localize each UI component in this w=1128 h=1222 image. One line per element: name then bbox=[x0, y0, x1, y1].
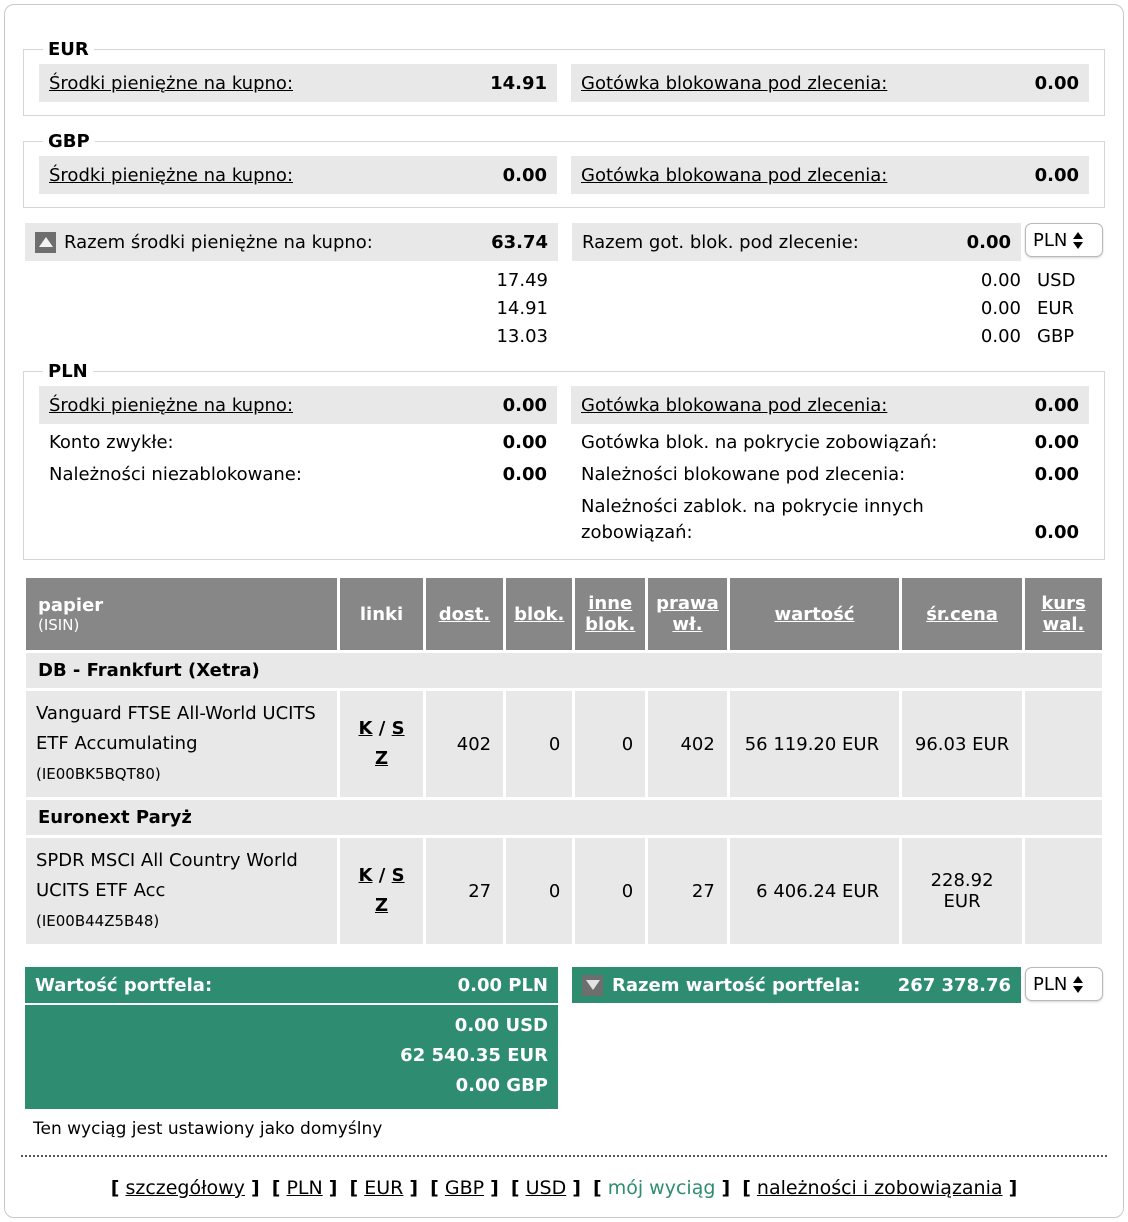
portfolio-value-pln: 0.00 PLN bbox=[457, 974, 548, 996]
col-linki: linki bbox=[340, 578, 423, 650]
total-cash-bar bbox=[25, 223, 558, 261]
portfolio-value-bar bbox=[25, 967, 558, 1003]
eur-blocked-bar bbox=[571, 64, 1089, 102]
col-prawa-wl: prawa wł. bbox=[648, 578, 727, 650]
col-wartosc: wartość bbox=[730, 578, 899, 650]
pln-detail-row: Należności blokowane pod zlecenia: 0.00 bbox=[581, 464, 1079, 485]
cell-blok: 0 bbox=[506, 691, 572, 797]
total-cash-label: Razem środki pieniężne na kupno: bbox=[64, 231, 373, 253]
order-link[interactable]: Z bbox=[375, 895, 389, 916]
gbp-cash-link[interactable]: Środki pieniężne na kupno: bbox=[49, 164, 294, 186]
col-blok: blok. bbox=[506, 578, 572, 650]
col-inne-blok: inne blok. bbox=[575, 578, 645, 650]
gbp-blocked-value: 0.00 bbox=[1034, 164, 1079, 186]
footer-links: [ szczegółowy ] [ PLN ] [ EUR ] [ GBP ] [ USD ] [ mój wyciąg ] [ należności i zobowiązania ] bbox=[110, 1177, 1018, 1199]
portfolio-value-breakdown bbox=[25, 1005, 558, 1109]
table-row bbox=[26, 691, 1102, 797]
footer-link-naleznosci[interactable]: należności i zobowiązania bbox=[756, 1177, 1003, 1199]
pln-detail-row: Gotówka blok. na pokrycie zobowiązań: 0.00 bbox=[581, 432, 1079, 453]
cell-prawa-wl: 27 bbox=[648, 838, 727, 944]
pln-blocked-link[interactable]: Gotówka blokowana pod zlecenia: bbox=[581, 394, 888, 416]
gbp-cash-bar bbox=[39, 156, 557, 194]
collapse-down-icon[interactable] bbox=[582, 975, 603, 996]
eur-cash-link[interactable]: Środki pieniężne na kupno: bbox=[49, 72, 294, 94]
sell-link[interactable]: S bbox=[391, 718, 405, 739]
breakdown-line: 17.49 bbox=[496, 270, 548, 291]
col-dost: dost. bbox=[426, 578, 503, 650]
col-papier: papier (ISIN) bbox=[26, 578, 337, 650]
cell-wartosc: 6 406.24 EUR bbox=[730, 838, 899, 944]
total-cash-value: 63.74 bbox=[491, 231, 548, 253]
order-link[interactable]: Z bbox=[375, 748, 389, 769]
totals-row bbox=[25, 223, 1103, 351]
pln-detail-row: Należności niezablokowane: 0.00 bbox=[49, 464, 547, 485]
portfolio-value-label: Wartość portfela: bbox=[35, 974, 213, 996]
order-links: K / S Z bbox=[340, 691, 423, 797]
pln-detail-row: Należności zablok. na pokrycie innych zobowiązań: 0.00 bbox=[581, 496, 1079, 543]
total-cash-breakdown bbox=[25, 261, 558, 351]
total-portfolio-bar bbox=[572, 967, 1021, 1003]
pln-detail-row: Konto zwykłe: 0.00 bbox=[49, 432, 547, 453]
gbp-blocked-link[interactable]: Gotówka blokowana pod zlecenia: bbox=[581, 164, 888, 186]
footer-link-szczegolowy[interactable]: szczegółowy bbox=[125, 1177, 245, 1199]
total-portfolio-value: 267 378.76 bbox=[897, 974, 1011, 996]
buy-link[interactable]: K bbox=[358, 865, 373, 886]
eur-cash-value: 14.91 bbox=[490, 72, 547, 94]
footer-link-gbp[interactable]: GBP bbox=[444, 1177, 485, 1199]
total-portfolio-label: Razem wartość portfela: bbox=[612, 974, 861, 996]
eur-cash-bar bbox=[39, 64, 557, 102]
security-name: Vanguard FTSE All-World UCITS ETF Accumulating (IE00BK5BQT80) bbox=[26, 691, 337, 797]
cell-wartosc: 56 119.20 EUR bbox=[730, 691, 899, 797]
breakdown-line: 13.03 bbox=[496, 326, 548, 347]
gbp-cash-value: 0.00 bbox=[502, 164, 547, 186]
footer-link-pln[interactable]: PLN bbox=[286, 1177, 323, 1199]
footer-link-usd[interactable]: USD bbox=[525, 1177, 567, 1199]
total-blocked-bar bbox=[572, 223, 1021, 261]
table-row bbox=[26, 838, 1102, 944]
pln-cash-value: 0.00 bbox=[502, 394, 547, 416]
pln-blocked-bar bbox=[571, 386, 1089, 424]
portfolio-value-row bbox=[25, 967, 1103, 1139]
cell-kurs-wal bbox=[1025, 691, 1102, 797]
gbp-section bbox=[23, 131, 1105, 208]
order-links: K / S Z bbox=[340, 838, 423, 944]
pln-section-legend: PLN bbox=[48, 361, 88, 382]
pln-blocked-value: 0.00 bbox=[1034, 394, 1079, 416]
cell-kurs-wal bbox=[1025, 838, 1102, 944]
footer-link-moj-wyciag[interactable]: mój wyciąg bbox=[607, 1177, 716, 1199]
currency-select-bottom[interactable]: PLN bbox=[1025, 967, 1103, 1001]
market-group-row: DB - Frankfurt (Xetra) bbox=[26, 653, 1102, 688]
footer-link-eur[interactable]: EUR bbox=[364, 1177, 404, 1199]
cell-inne-blok: 0 bbox=[575, 838, 645, 944]
default-statement-note: Ten wyciąg jest ustawiony jako domyślny bbox=[33, 1119, 383, 1139]
holdings-table bbox=[23, 575, 1105, 947]
pln-cash-link[interactable]: Środki pieniężne na kupno: bbox=[49, 394, 294, 416]
buy-link[interactable]: K bbox=[358, 718, 373, 739]
eur-blocked-value: 0.00 bbox=[1034, 72, 1079, 94]
statement-page bbox=[4, 4, 1124, 1218]
total-blocked-label: Razem got. blok. pod zlecenie: bbox=[582, 231, 859, 253]
breakdown-line: 0.00 USD bbox=[454, 1015, 548, 1036]
cell-inne-blok: 0 bbox=[575, 691, 645, 797]
breakdown-line: 62 540.35 EUR bbox=[400, 1045, 548, 1066]
total-blocked-value: 0.00 bbox=[966, 231, 1011, 253]
sell-link[interactable]: S bbox=[391, 865, 405, 886]
pln-section bbox=[23, 361, 1105, 560]
gbp-blocked-bar bbox=[571, 156, 1089, 194]
divider bbox=[21, 1155, 1107, 1157]
gbp-section-legend: GBP bbox=[48, 131, 90, 152]
cell-prawa-wl: 402 bbox=[648, 691, 727, 797]
cell-sr-cena: 96.03 EUR bbox=[902, 691, 1022, 797]
breakdown-line: 0.00 GBP bbox=[455, 1075, 548, 1096]
col-sr-cena: śr.cena bbox=[902, 578, 1022, 650]
collapse-up-icon[interactable] bbox=[35, 232, 56, 253]
select-arrows-icon bbox=[1073, 976, 1083, 993]
blocked-breakdown-row: 0.00 USD bbox=[980, 270, 1076, 291]
cell-sr-cena: 228.92 EUR bbox=[902, 838, 1022, 944]
col-kurs-wal: kurs wal. bbox=[1025, 578, 1102, 650]
security-name: SPDR MSCI All Country World UCITS ETF Acc (IE00B44Z5B48) bbox=[26, 838, 337, 944]
table-header-row bbox=[26, 578, 1102, 650]
eur-blocked-link[interactable]: Gotówka blokowana pod zlecenia: bbox=[581, 72, 888, 94]
currency-select-top[interactable]: PLN bbox=[1025, 223, 1103, 257]
cell-blok: 0 bbox=[506, 838, 572, 944]
eur-section-legend: EUR bbox=[48, 39, 89, 60]
market-group-row: Euronext Paryż bbox=[26, 800, 1102, 835]
cell-dost: 27 bbox=[426, 838, 503, 944]
select-arrows-icon bbox=[1073, 232, 1083, 249]
blocked-breakdown-row: 0.00 EUR bbox=[980, 298, 1075, 319]
eur-section bbox=[23, 39, 1105, 116]
pln-cash-bar bbox=[39, 386, 557, 424]
breakdown-line: 14.91 bbox=[496, 298, 548, 319]
blocked-breakdown-row: 0.00 GBP bbox=[980, 326, 1075, 347]
cell-dost: 402 bbox=[426, 691, 503, 797]
